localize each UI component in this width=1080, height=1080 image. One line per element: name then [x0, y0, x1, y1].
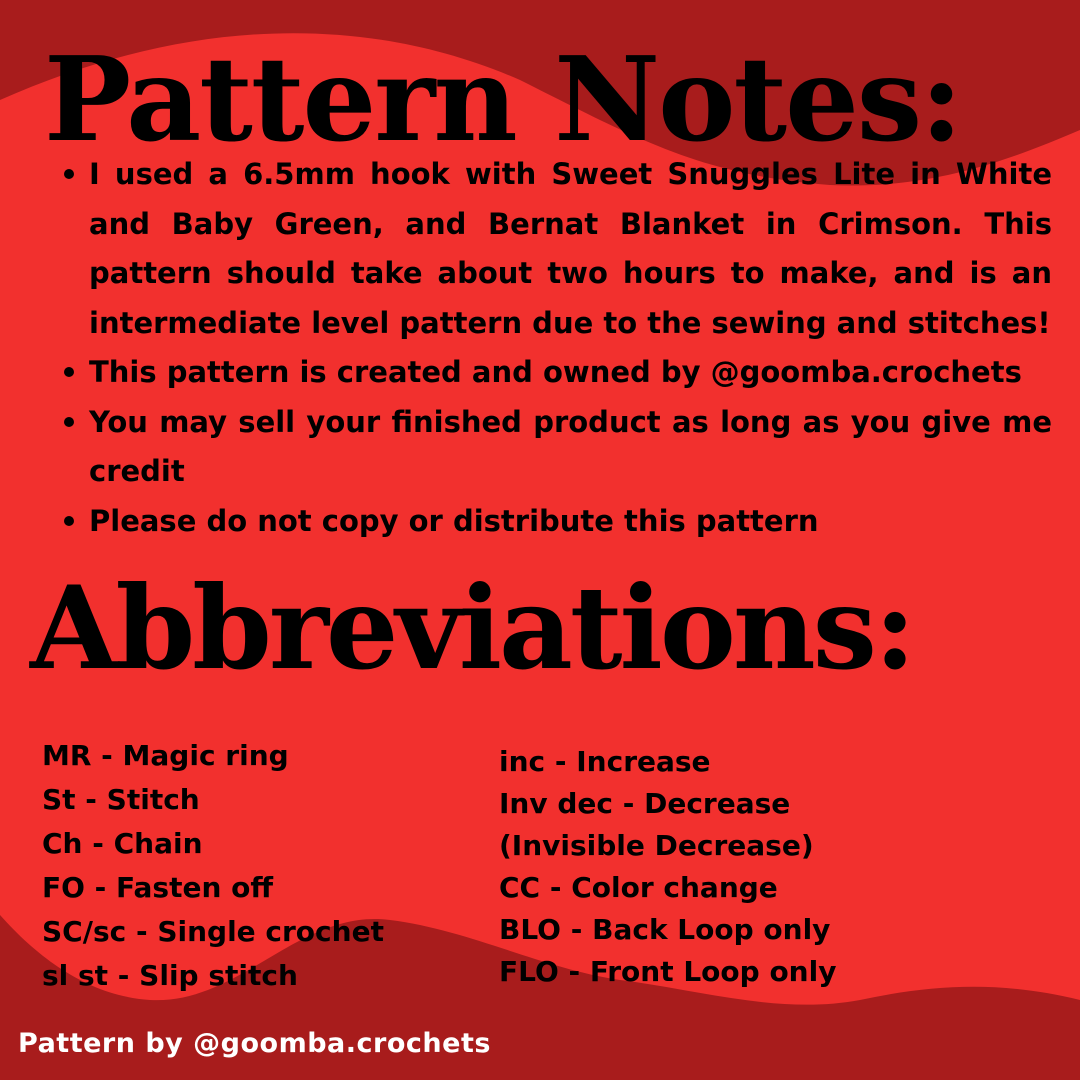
abbreviation-item: St - Stitch: [42, 783, 200, 816]
abbreviation-item: Inv dec - Decrease (Invisible Decrease): [499, 787, 814, 862]
abbreviation-item: FO - Fasten off: [42, 871, 274, 904]
abbreviation-item: inc - Increase: [499, 745, 711, 778]
abbreviation-item: FLO - Front Loop only: [499, 955, 837, 988]
pattern-notes-title: Pattern Notes:: [44, 32, 961, 168]
note-item-ownership: This pattern is created and owned by @goomba.crochets: [60, 348, 1052, 398]
abbreviation-item: BLO - Back Loop only: [499, 913, 831, 946]
abbreviation-item: MR - Magic ring: [42, 739, 289, 772]
abbreviations-title: Abbreviations:: [30, 561, 914, 695]
abbreviations-right-column: [499, 741, 939, 993]
abbreviation-item: SC/sc - Single crochet: [42, 915, 384, 948]
pattern-notes-list: [60, 150, 1052, 546]
note-item-selling: You may sell your finished product as long as you give me credit: [60, 398, 1052, 497]
abbreviation-item: CC - Color change: [499, 871, 778, 904]
note-item-no-copy: Please do not copy or distribute this pattern: [60, 497, 1052, 547]
note-item-hook-and-yarn: I used a 6.5mm hook with Sweet Snuggles Lite in White and Baby Green, and Bernat Blanket in Crimson. This pattern should take about two hours to make, and is an intermediate level pattern due to the sewing and stitches!: [60, 150, 1052, 348]
abbreviations-left-column: [42, 734, 472, 998]
abbreviation-item: sl st - Slip stitch: [42, 959, 298, 992]
pattern-credit: Pattern by @goomba.crochets: [18, 1028, 491, 1059]
abbreviation-item: Ch - Chain: [42, 827, 203, 860]
